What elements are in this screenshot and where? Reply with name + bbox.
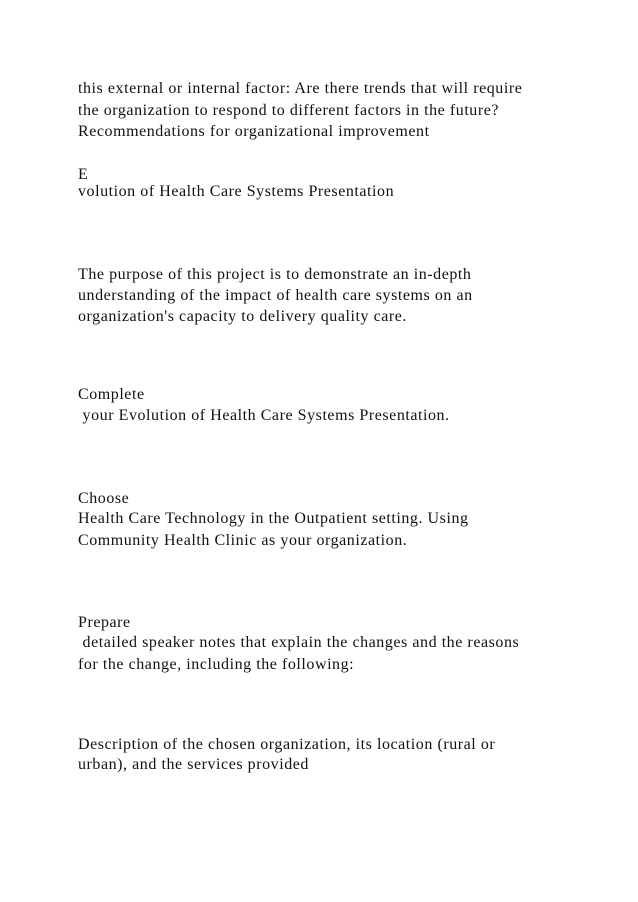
text-line: Prepare [78, 614, 131, 631]
text-line: Description of the chosen organization, its location (rural or [78, 736, 496, 753]
text-line: Health Care Technology in the Outpatient setting. Using [78, 510, 469, 527]
text-line: E [78, 166, 89, 183]
text-line: Community Health Clinic as your organization. [78, 532, 408, 549]
text-line: Choose [78, 490, 130, 507]
text-line: the organization to respond to different factors in the future? [78, 102, 500, 119]
text-line: The purpose of this project is to demonstrate an in-depth [78, 266, 472, 283]
text-line: Complete [78, 386, 145, 403]
text-line: volution of Health Care Systems Presentation [78, 183, 395, 200]
text-line: understanding of the impact of health care systems on an [78, 287, 473, 304]
text-line: organization's capacity to delivery quality care. [78, 308, 407, 325]
text-line: this external or internal factor: Are there trends that will require [78, 80, 523, 97]
text-line: your Evolution of Health Care Systems Presentation. [78, 407, 450, 424]
text-line: Recommendations for organizational improvement [78, 123, 430, 140]
text-line: for the change, including the following: [78, 656, 355, 673]
text-line: detailed speaker notes that explain the changes and the reasons [78, 634, 520, 651]
text-line: urban), and the services provided [78, 756, 309, 773]
